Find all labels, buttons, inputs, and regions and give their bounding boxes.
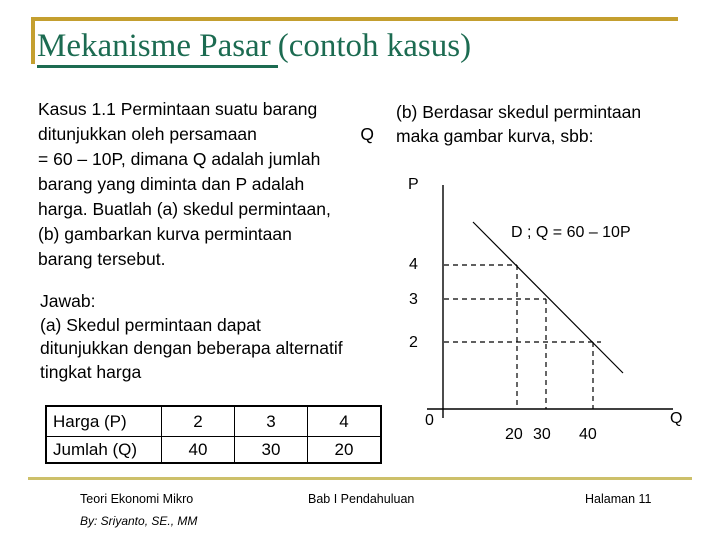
jumlah-value: 30 (235, 437, 308, 464)
x-tick-30: 30 (533, 426, 551, 443)
case-line: harga. Buatlah (a) skedul permintaan, (38, 199, 331, 219)
page-title (37, 28, 471, 65)
footer-divider-line (28, 477, 692, 480)
q-symbol: Q (360, 124, 374, 144)
demand-schedule-table (45, 405, 382, 464)
case-paragraph (38, 97, 374, 272)
case-line: barang yang diminta dan P adalah (38, 174, 305, 194)
row-label-jumlah: Jumlah (Q) (46, 437, 162, 464)
case-line: barang tersebut. (38, 249, 166, 269)
x-axis-title: Q (670, 410, 683, 427)
x-tick-20: 20 (505, 426, 523, 443)
case-line: (b) gambarkan kurva permintaan (38, 224, 292, 244)
x-tick-40: 40 (579, 426, 597, 443)
demand-curve-chart (388, 165, 688, 455)
jawab-paragraph (40, 290, 380, 384)
answer-b-paragraph (396, 100, 696, 148)
table-row (46, 406, 381, 437)
jawab-line: tingkat harga (40, 361, 142, 382)
case-line-text: ditunjukkan oleh persamaan (38, 124, 257, 144)
footer-author: By: Sriyanto, SE., MM (80, 514, 198, 528)
page-title-rest: (contoh kasus) (277, 28, 472, 64)
curve-equation-label: D ; Q = 60 – 10P (511, 224, 631, 241)
footer-course-title: Teori Ekonomi Mikro (80, 492, 194, 506)
gold-top-border (31, 17, 678, 21)
harga-value: 3 (235, 406, 308, 437)
case-line: = 60 – 10P, dimana Q adalah jumlah (38, 149, 321, 169)
table-row (46, 437, 381, 464)
row-label-harga: Harga (P) (46, 406, 162, 437)
origin-label: 0 (425, 412, 434, 429)
demand-curve-line (473, 222, 623, 373)
answer-b-line: maka gambar kurva, sbb: (396, 126, 594, 146)
jumlah-value: 20 (308, 437, 382, 464)
case-line (38, 122, 374, 147)
page-title-underlined: Mekanisme Pasar (37, 28, 278, 68)
y-axis-title: P (408, 176, 419, 193)
jawab-line: (a) Skedul permintaan dapat (40, 314, 261, 335)
jumlah-value: 40 (162, 437, 235, 464)
footer-chapter-title: Bab I Pendahuluan (308, 492, 415, 506)
jawab-line: Jawab: (40, 291, 96, 311)
answer-b-line: (b) Berdasar skedul permintaan (396, 102, 642, 122)
y-tick-3: 3 (409, 291, 418, 308)
harga-value: 4 (308, 406, 382, 437)
footer-page-number: Halaman 11 (585, 492, 652, 506)
y-tick-2: 2 (409, 334, 418, 351)
harga-value: 2 (162, 406, 235, 437)
case-line: Kasus 1.1 Permintaan suatu barang (38, 99, 318, 119)
jawab-line: ditunjukkan dengan beberapa alternatif (40, 338, 343, 358)
y-tick-4: 4 (409, 256, 418, 273)
gold-left-border (31, 17, 35, 64)
